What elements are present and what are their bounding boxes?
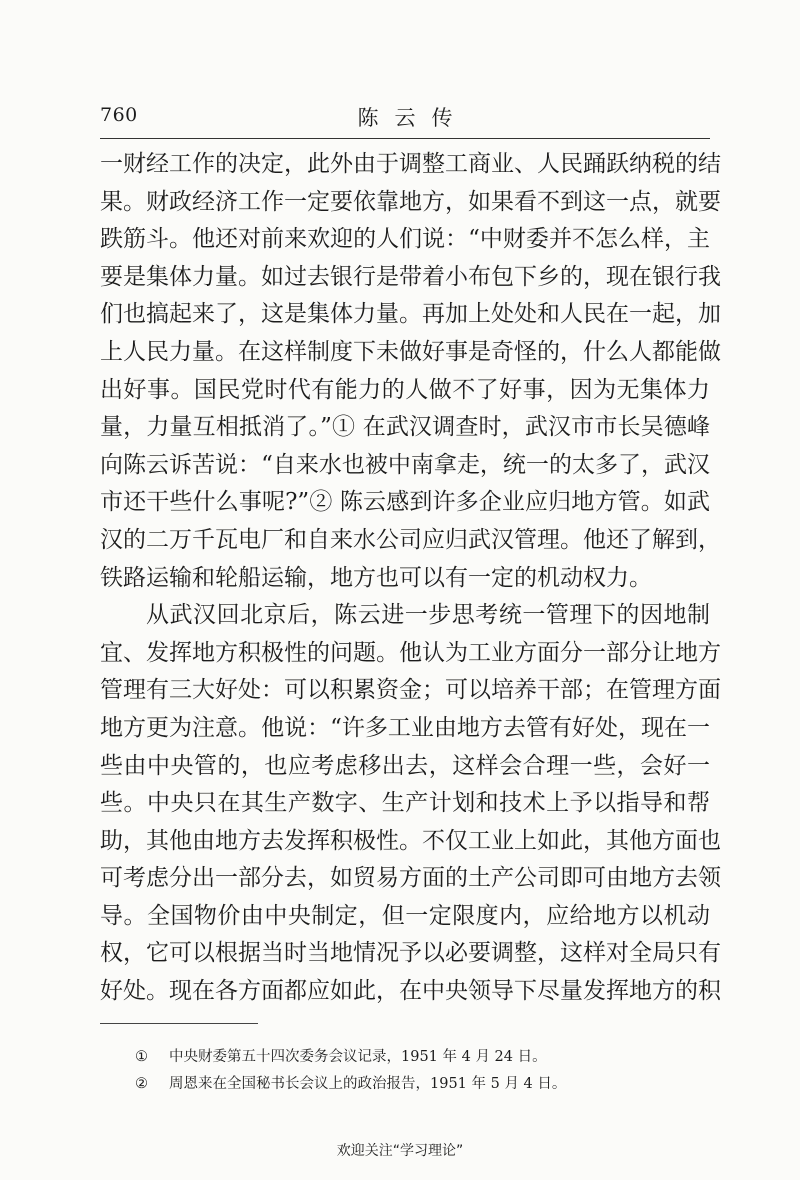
text-line: 权，它可以根据当时当地情况予以必要调整，这样对全局只有 [100,940,721,967]
text-line: 好处。现在各方面都应如此，在中央领导下尽量发挥地方的积 [100,978,721,1005]
text-line: 跌筋斗。他还对前来欢迎的人们说：“中财委并不怎么样，主 [100,226,710,253]
text-line: 地方更为注意。他说：“许多工业由地方去管有好处，现在一 [100,714,710,741]
footnote-marker: ② [135,1076,148,1092]
footnote-1 [135,1044,715,1071]
body-text [100,146,721,1011]
text-line: 助，其他由地方去发挥积极性。不仅工业上如此，其他方面也 [100,827,721,854]
text-line: 导。全国物价由中央制定，但一定限度内，应给地方以机动 [100,902,710,929]
page-number: 760 [100,104,138,126]
footnotes [135,1044,715,1098]
page-header [100,98,710,139]
footnote-divider [100,1023,258,1024]
text-line: 一财经工作的决定，此外由于调整工商业、人民踊跃纳税的结 [100,151,721,177]
footnote-marker: ① [135,1049,148,1065]
text-line: 量，力量互相抵消了。”① 在武汉调查时，武汉市市长吴德峰 [100,414,710,441]
text-line: 些由中央管的，也应考虑移出去，这样会合理一些，会好一 [100,752,710,779]
text-line: 要是集体力量。如过去银行是带着小布包下乡的，现在银行我 [100,263,721,290]
text-line: 上人民力量。在这样制度下未做好事是奇怪的，什么人都能做 [100,338,721,365]
text-line: 管理有三大好处：可以积累资金；可以培养干部；在管理方面 [100,677,721,704]
text-line: 宜、发挥地方积极性的问题。他认为工业方面分一部分让地方 [100,639,721,666]
text-line: 可考虑分出一部分去，如贸易方面的土产公司即可由地方去领 [100,865,721,892]
watermark-note: 欢迎关注“学习理论” [336,1143,464,1159]
footnote-text: 中央财委第五十四次委务会议记录，1951 年 4 月 24 日。 [169,1049,547,1065]
footnote-text: 周恩来在全国秘书长会议上的政治报告，1951 年 5 月 4 日。 [169,1076,567,1092]
text-line: 些。中央只在其生产数字、生产计划和技术上予以指导和帮 [100,790,710,817]
text-line: 从武汉回北京后，陈云进一步思考统一管理下的因地制 [146,602,710,629]
footnote-2 [135,1071,715,1098]
text-line: 汉的二万千瓦电厂和自来水公司应归武汉管理。他还了解到， [100,526,721,553]
text-line: 果。财政经济工作一定要依靠地方，如果看不到这一点，就要 [100,188,721,215]
text-line: 出好事。国民党时代有能力的人做不了好事，因为无集体力 [100,376,710,403]
text-line: 向陈云诉苦说：“自来水也被中南拿走，统一的太多了，武汉 [100,451,710,478]
text-line: 铁路运输和轮船运输，地方也可以有一定的机动权力。 [100,564,652,591]
text-line: 们也搞起来了，这是集体力量。再加上处处和人民在一起，加 [100,301,721,328]
running-title: 陈云传 [357,106,469,130]
text-line: 市还干些什么事呢?”② 陈云感到许多企业应归地方管。如武 [100,489,710,516]
